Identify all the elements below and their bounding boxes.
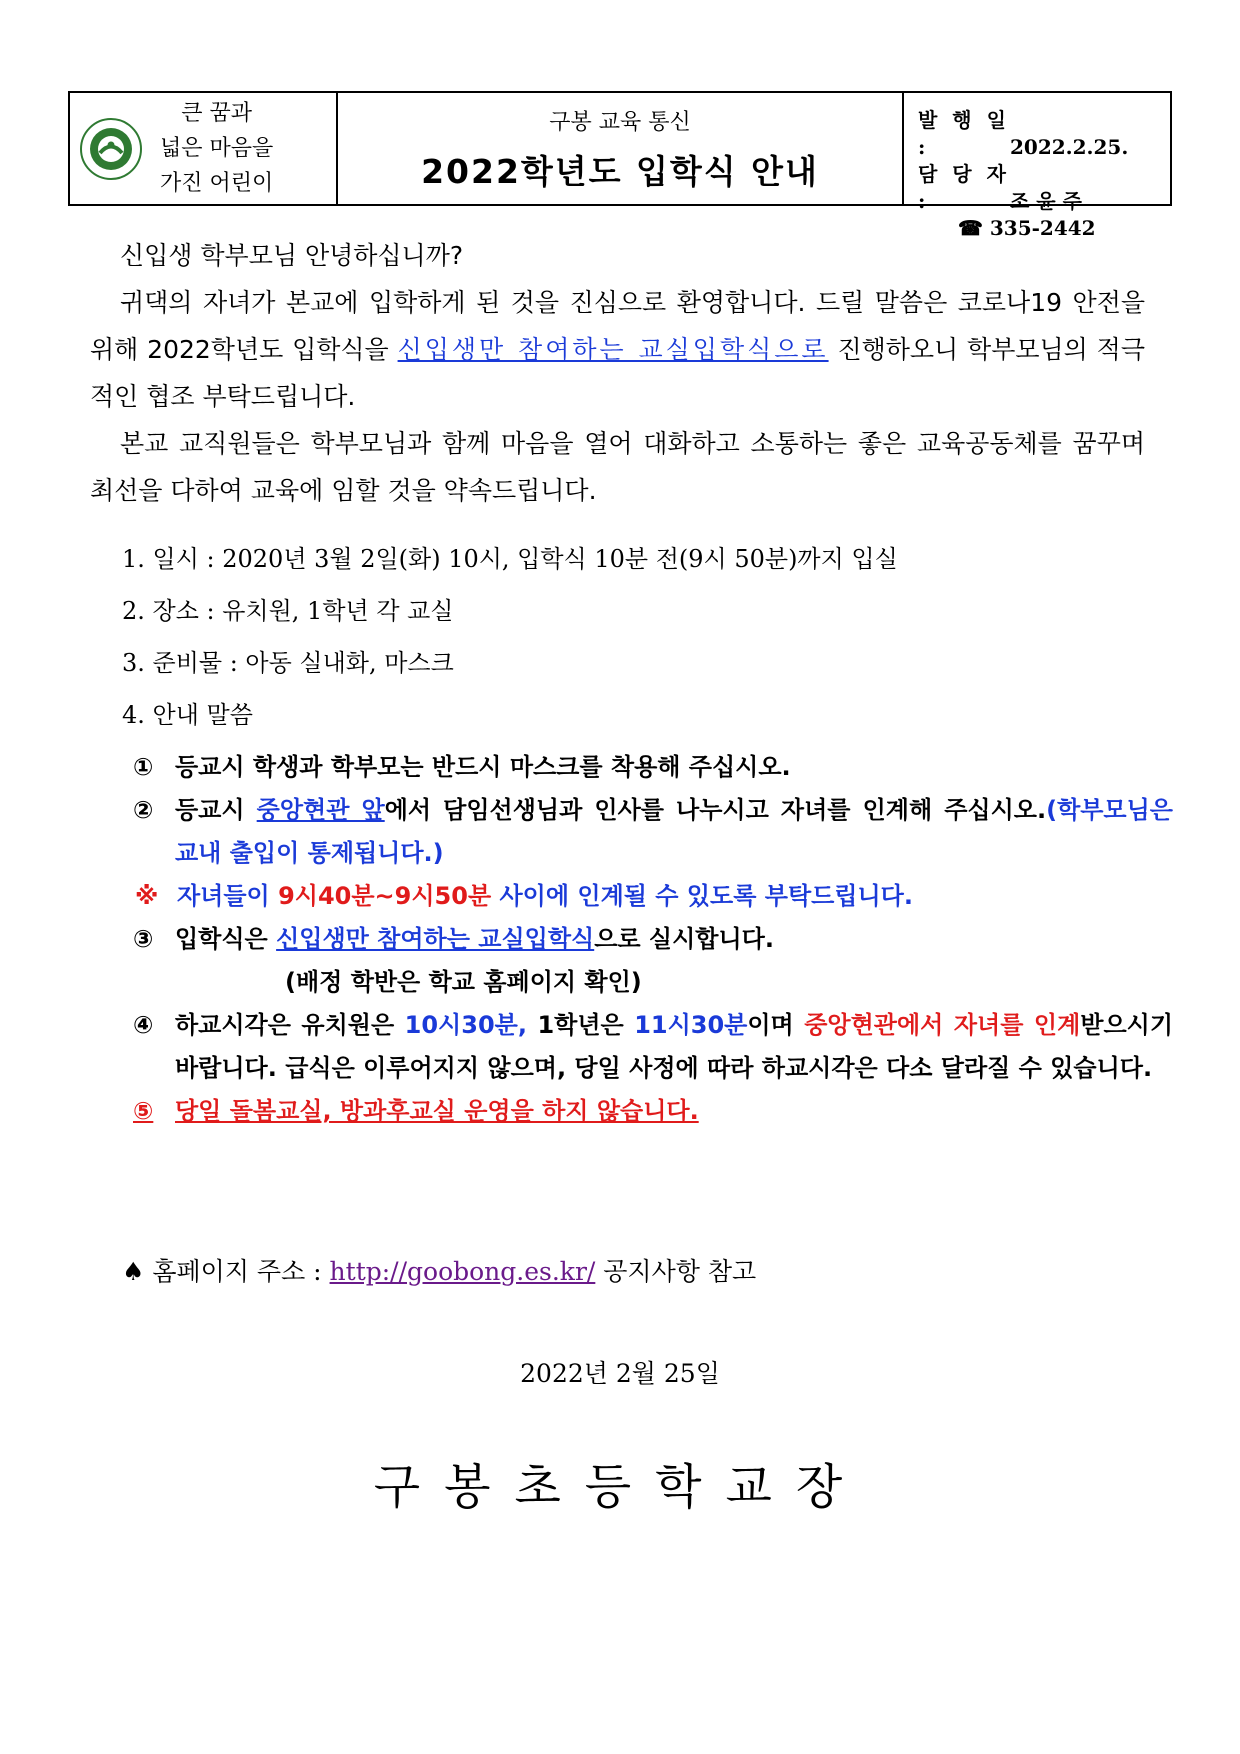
- handover-time: 9시40분~9시50분: [278, 882, 492, 910]
- kindergarten-dismissal-time: 10시30분,: [404, 1011, 527, 1039]
- issue-date-label: 발 행 일 :: [918, 108, 1010, 159]
- homepage-label: 홈페이지 주소 :: [152, 1257, 330, 1286]
- document-title: 2022학년도 입학식 안내: [421, 151, 819, 191]
- intro-paragraph-2: 본교 교직원들은 학부모님과 함께 마음을 열어 대화하고 소통하는 좋은 교육공동체를 꿈꾸며 최선을 다하여 교육에 임할 것을 약속드립니다.: [90, 429, 1145, 505]
- newsletter-subtitle: 구봉 교육 통신: [549, 109, 691, 135]
- motto-line: 가진 어린이: [160, 171, 274, 196]
- homepage-link[interactable]: http://goobong.es.kr/: [329, 1257, 596, 1286]
- notice-item: [133, 789, 1173, 875]
- issue-date: 2022.2.25.: [1010, 135, 1129, 159]
- class-assignment-note: (배정 학반은 학교 홈페이지 확인): [285, 968, 642, 996]
- school-logo-icon: [80, 118, 142, 180]
- notice-fragment: 1학년은: [526, 1011, 635, 1039]
- homepage-line: [122, 1252, 756, 1288]
- greeting: 신입생 학부모님 안녕하십니까?: [120, 241, 464, 270]
- list-item: 4. 안내 말씀: [122, 701, 253, 729]
- document-date: 2022년 2월 25일: [520, 1359, 720, 1388]
- remark-icon: ※: [135, 882, 159, 910]
- notice-text: [175, 789, 1173, 875]
- intro-text: 진행하오니 학부모님의 적극적인 협조 부탁드립니다.: [90, 335, 1145, 411]
- notice-text: 등교시 학생과 학부모는 반드시 마스크를 착용해 주십시오.: [175, 753, 791, 781]
- info-list: [122, 533, 898, 741]
- notice-item: [133, 918, 1173, 961]
- list-item: 2. 장소 : 유치원, 1학년 각 교실: [122, 597, 454, 625]
- parent-restriction-note: (학부모님은 교내 출입이 통제됩니다.): [175, 796, 1173, 867]
- manager-name: 조 윤 주: [1010, 189, 1082, 213]
- intro-text: 귀댁의 자녀가 본교에 입학하게 된 것을 진심으로 환영합니다. 드릴 말씀은 코로나19 안전을 위해 2022학년도 입학식을: [90, 288, 1145, 364]
- intro-paragraph-1: [90, 279, 1145, 420]
- school-motto: [160, 96, 273, 201]
- title-cell: [338, 93, 904, 204]
- homepage-suffix: 공지사항 참고: [595, 1257, 757, 1286]
- notice-fragment: 입학식은: [175, 925, 277, 953]
- list-item: 3. 준비물 : 아동 실내화, 마스크: [122, 649, 454, 677]
- notice-item: [133, 1090, 1173, 1133]
- notice-fragment: 에서 담임선생님과 인사를 나누시고 자녀를 인계해 주십시오.: [384, 796, 1047, 824]
- notice-fragment: 으로 실시합니다.: [594, 925, 774, 953]
- notice-text: [177, 875, 1173, 918]
- notice-fragment: 받으시기 바랍니다. 급식은 이루어지지 않으며, 당일 사정에 따라 하교시각은 다소 달라질 수 있습니다.: [175, 1011, 1174, 1082]
- phone-number: ☎ 335-2442: [958, 216, 1096, 240]
- notice-text: [175, 1004, 1173, 1090]
- principal-signature: 구봉초등학교장: [373, 1459, 867, 1515]
- notice-item: [133, 746, 1173, 789]
- notice-fragment: 하교시각은 유치원은: [175, 1011, 405, 1039]
- motto-line: 넓은 마음을: [160, 136, 274, 161]
- notice-number: ③: [133, 925, 154, 953]
- motto-cell: [70, 93, 338, 204]
- notice-number: ④: [133, 1011, 154, 1039]
- notice-number: ②: [133, 796, 154, 824]
- notice-fragment: 사이에 인계될 수 있도록 부탁드립니다.: [491, 882, 913, 910]
- entrance-location: 중앙현관 앞: [256, 796, 385, 824]
- issue-info-cell: [904, 93, 1170, 240]
- notice-list: [133, 746, 1173, 1133]
- notice-text: 당일 돌봄교실, 방과후교실 운영을 하지 않습니다.: [175, 1097, 699, 1125]
- pickup-location: 중앙현관에서 자녀를 인계: [804, 1011, 1081, 1039]
- intro-section: [90, 232, 1145, 514]
- first-grade-dismissal-time: 11시30분: [634, 1011, 748, 1039]
- notice-fragment: 자녀들이: [177, 882, 279, 910]
- notice-fragment: 등교시: [175, 796, 257, 824]
- classroom-ceremony-highlight: 신입생만 참여하는 교실입학식으로: [397, 335, 829, 364]
- notice-item: [133, 1004, 1173, 1090]
- notice-text: [175, 918, 1173, 961]
- notice-number: ⑤: [133, 1097, 154, 1125]
- list-item: 1. 일시 : 2020년 3월 2일(화) 10시, 입학식 10분 전(9시 50분)까지 입실: [122, 545, 898, 573]
- header-table: [68, 91, 1172, 240]
- motto-line: 큰 꿈과: [181, 101, 252, 126]
- classroom-ceremony-highlight: 신입생만 참여하는 교실입학식: [276, 925, 595, 953]
- notice-remark: [133, 875, 1173, 918]
- notice-fragment: 이며: [747, 1011, 805, 1039]
- manager-label: 담 당 자 :: [918, 162, 1010, 213]
- notice-number: ①: [133, 753, 154, 781]
- spade-icon: ♠: [122, 1257, 145, 1286]
